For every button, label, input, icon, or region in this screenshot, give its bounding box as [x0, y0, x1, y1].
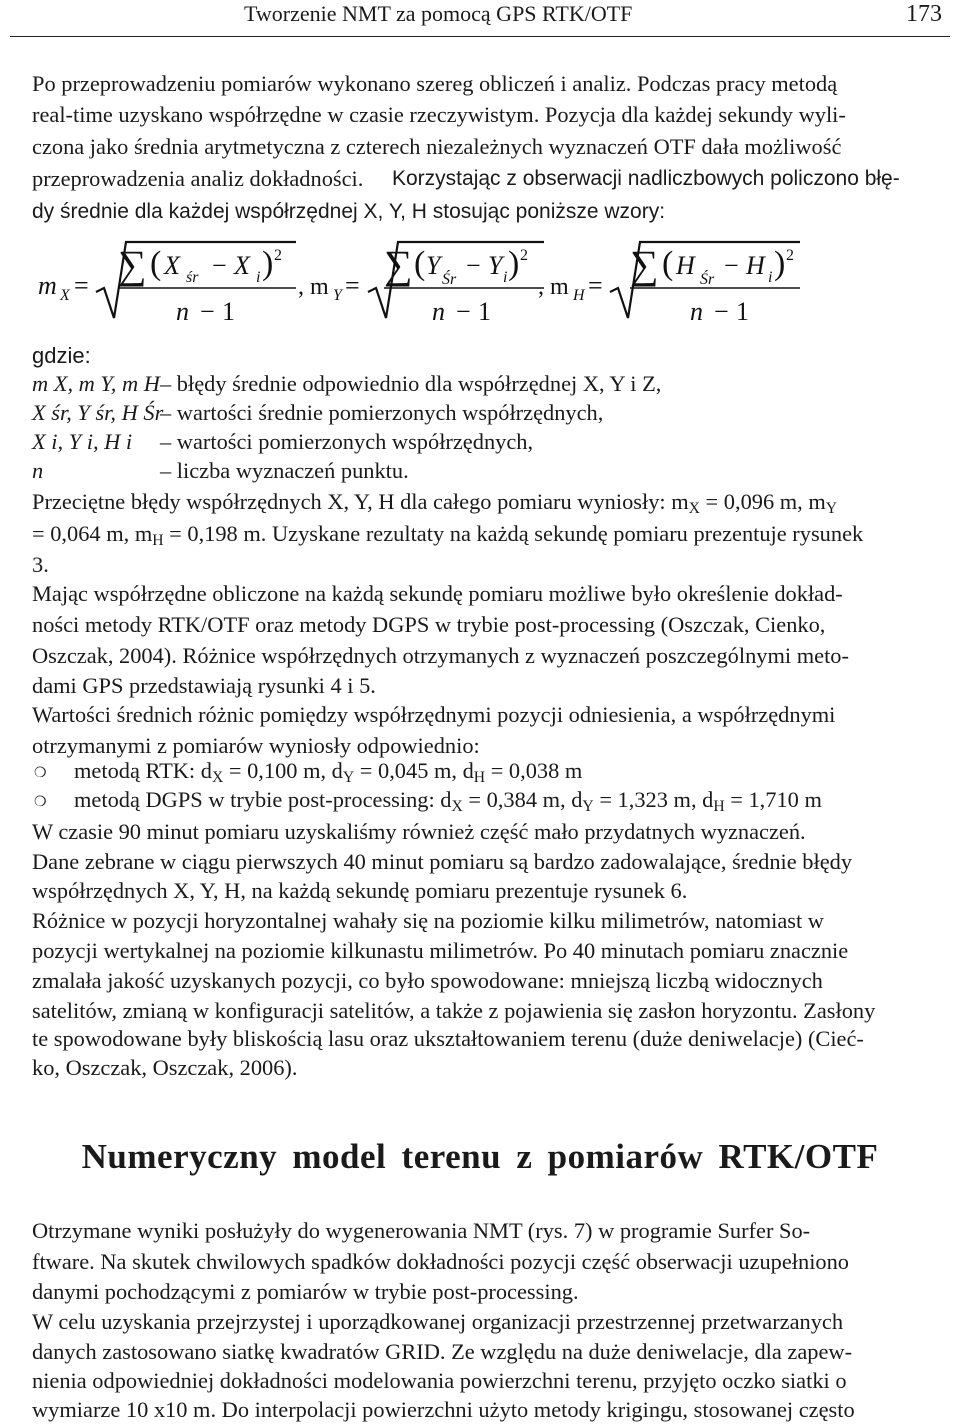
sq-1: 2 — [274, 247, 282, 264]
errors-line-1 — [32, 486, 837, 517]
intro-line-4b: Korzystając z obserwacji nadliczbowych policzono błę- — [392, 167, 900, 190]
intro-line-1: Po przeprowadzeniu pomiarów wykonano szereg obliczeń i analiz. Podczas pracy metodą — [32, 71, 838, 96]
definition-symbol: X i, Y i, H i — [32, 429, 133, 454]
y-i-sub: i — [503, 269, 508, 286]
denom-n-1: n — [176, 297, 189, 326]
section-heading: Numeryczny model terenu z pomiarów RTK/OTF — [81, 1137, 879, 1176]
errors-line-3: 3. — [32, 552, 49, 577]
surfer-line-2: ftware. Na skutek chwilowych spadków dokładności pozycji część obserwacji uzupełniono — [32, 1249, 850, 1274]
intro-line-5: dy średnie dla każdej współrzędnej X, Y, H stosując poniższe wzory: — [32, 200, 666, 223]
intro-line-4a: przeprowadzenia analiz dokładności. — [32, 166, 364, 191]
paren-open-2: ( — [414, 245, 426, 282]
sigma-1: ∑ — [118, 242, 147, 287]
running-title: Tworzenie NMT za pomocą GPS RTK/OTF — [244, 1, 633, 26]
denom-n-2: n — [432, 297, 445, 326]
methods-line-3: Oszczak, 2004). Różnice współrzędnych otrzymanych z wyznaczeń poszczególnymi meto- — [32, 643, 849, 668]
h-sr-sub: Śr — [700, 271, 715, 288]
subscript: H — [473, 769, 486, 786]
grid-line-2: danych zastosowano siatkę kwadratów GRID. Ze względu na duże deniwelacje, dla zapew- — [32, 1339, 853, 1364]
bullet-text — [74, 787, 822, 813]
y-sr-sub: Śr — [442, 271, 457, 288]
horizontal-line-3: zmalała jakość uzyskanych pozycji, co było spowodowane: mniejszą liczbą widocznych — [32, 968, 823, 993]
bullet-part: = 0,045 m, d — [354, 758, 474, 783]
paren-close-1: ) — [262, 245, 274, 282]
formula-eq-2: = — [345, 271, 360, 300]
definition-text: – wartości pomierzonych współrzędnych, — [160, 429, 534, 454]
where-label: gdzie: — [32, 343, 91, 368]
definition-text: – liczba wyznaczeń punktu. — [160, 458, 409, 483]
differences-line-2: otrzymanymi z pomiarów wyniosły odpowiednio: — [32, 733, 480, 758]
formula-mx-sub: X — [60, 287, 70, 304]
minus-3: − — [724, 251, 739, 280]
formula-my-sub: Y — [333, 287, 342, 304]
x-sr: X — [164, 251, 180, 280]
minus-2: − — [466, 251, 481, 280]
circle-bullet-icon: ❍ — [34, 766, 47, 781]
subscript: H — [152, 532, 164, 549]
methods-line-2: ności metody RTK/OTF oraz metody DGPS w trybie post-processing (Oszczak, Cienko, — [32, 612, 826, 637]
denom-one-1: 1 — [222, 297, 235, 326]
intro-line-3: czona jako średnia arytmetyczna z czterech niezależnych wyznaczeń OTF dała możliwość — [32, 134, 842, 159]
denom-n-3: n — [690, 297, 703, 326]
denom-minus-2: − — [456, 297, 471, 326]
denom-minus-1: − — [200, 297, 215, 326]
definition-symbol: X śr, Y śr, H Śr — [32, 400, 164, 425]
denom-one-2: 1 — [478, 297, 491, 326]
definition-text: – błędy średnie odpowiednio dla współrzędnej X, Y i Z, — [160, 371, 662, 396]
ninety-line-3: współrzędnych X, Y, H, na każdą sekundę pomiaru prezentuje rysunek 6. — [32, 878, 688, 903]
errors-text: = 0,198 m. Uzyskane rezultaty na każdą sekundę pomiaru prezentuje rysunek — [163, 521, 864, 546]
sigma-2: ∑ — [384, 242, 413, 287]
intro-line-2: real-time uzyskano współrzędne w czasie rzeczywistym. Pozycja dla każdej sekundy wyli- — [32, 102, 846, 127]
errors-text: Przeciętne błędy współrzędnych X, Y, H dla całego pomiaru wyniosły: m — [32, 489, 689, 514]
bullet-part: = 0,384 m, d — [462, 787, 583, 812]
bullet-part: metodą DGPS w trybie post-processing: d — [74, 787, 452, 812]
definition-text: – wartości średnie pomierzonych współrzędnych, — [160, 400, 604, 425]
horizontal-line-5: te spowodowane były bliskością lasu oraz ukształtowaniem terenu (duże deniwelacje) (Cieć- — [32, 1026, 864, 1051]
y-sr: Y — [426, 251, 441, 280]
h-i-sub: i — [768, 269, 773, 286]
circle-bullet-icon: ❍ — [34, 795, 47, 810]
surfer-line-1: Otrzymane wyniki posłużyły do wygenerowania NMT (rys. 7) w programie Surfer So- — [32, 1218, 811, 1243]
sigma-3: ∑ — [630, 242, 659, 287]
horizontal-line-4: satelitów, zmianą w konfiguracji satelitów, a także z pojawienia się zasłon horyzontu. Zasłony — [32, 998, 876, 1023]
paren-close-2: ) — [508, 245, 520, 282]
subscript: Y — [825, 500, 838, 517]
errors-text: = 0,064 m, m — [32, 521, 153, 546]
methods-line-1: Mając współrzędne obliczone na każdą sekundę pomiaru możliwe było określenie dokład- — [32, 581, 843, 606]
paren-open-1: ( — [150, 245, 162, 282]
bullet-part: = 0,038 m — [485, 758, 583, 783]
paren-open-3: ( — [662, 245, 674, 282]
horizontal-line-6: ko, Oszczak, Oszczak, 2006). — [32, 1055, 298, 1080]
errors-text: = 0,096 m, m — [699, 489, 826, 514]
errors-line-2 — [32, 518, 863, 549]
sq-3: 2 — [786, 247, 794, 264]
x-i-sub: i — [256, 269, 261, 286]
formula-eq-3: = — [588, 271, 603, 300]
bullet-part: metodą RTK: d — [74, 758, 212, 783]
horizontal-line-2: pozycji wertykalnej na poziomie kilkunastu milimetrów. Po 40 minutach pomiaru znacznie — [32, 938, 849, 963]
surfer-line-3: danymi pochodzącymi z pomiarów w trybie post-processing. — [32, 1279, 579, 1304]
differences-line-1: Wartości średnich różnic pomiędzy współrzędnymi pozycji odniesienia, a współrzędnymi — [32, 702, 836, 727]
denom-one-3: 1 — [736, 297, 749, 326]
y-i: Y — [488, 251, 503, 280]
running-header — [10, 0, 950, 37]
bullet-part: = 0,100 m, d — [223, 758, 343, 783]
bullet-part: = 1,323 m, d — [593, 787, 714, 812]
sq-2: 2 — [520, 247, 528, 264]
subscript: Y — [342, 769, 355, 786]
ninety-line-2: Dane zebrane w ciągu pierwszych 40 minut pomiaru są bardzo zadowalające, średnie błędy — [32, 849, 853, 874]
formula-sep-2: , m — [538, 274, 569, 300]
subscript: X — [688, 500, 700, 517]
ninety-line-1: W czasie 90 minut pomiaru uzyskaliśmy również część mało przydatnych wyznaczeń. — [32, 819, 806, 844]
paren-close-3: ) — [774, 245, 786, 282]
denom-minus-3: − — [714, 297, 729, 326]
bullet-part: = 1,710 m — [724, 787, 822, 812]
h-sr: H — [676, 251, 695, 280]
subscript: X — [451, 798, 463, 815]
page-number: 173 — [906, 1, 942, 27]
formula-sep-1: , m — [298, 274, 329, 300]
bullet-text — [74, 758, 582, 784]
grid-line-4: wymiarze 10 x10 m. Do interpolacji powierzchni użyto metody krigingu, stosowanej często — [32, 1397, 855, 1422]
horizontal-line-1: Różnice w pozycji horyzontalnej wahały się na poziomie kilku milimetrów, natomiast w — [32, 908, 824, 933]
error-formula — [0, 230, 960, 340]
x-sr-sub: śr — [186, 269, 199, 286]
definition-symbol: m X, m Y, m H — [32, 371, 160, 396]
subscript: X — [211, 769, 224, 786]
x-i: X — [234, 251, 250, 280]
formula-mh-sub: H — [573, 287, 585, 304]
h-i: H — [746, 251, 765, 280]
formula-eq-1: = — [74, 271, 89, 300]
definition-symbol: n — [32, 458, 44, 483]
minus-1: − — [212, 251, 227, 280]
formula-mx: m — [38, 271, 57, 300]
grid-line-1: W celu uzyskania przejrzystej i uporządkowanej organizacji przestrzennej przetwarzanych — [32, 1309, 844, 1334]
subscript: Y — [582, 798, 594, 815]
subscript: H — [713, 798, 725, 815]
grid-line-3: nienia odpowiedniej dokładności modelowania powierzchni terenu, przyjęto oczko siatki o — [32, 1368, 847, 1393]
methods-line-4: dami GPS przedstawiają rysunki 4 i 5. — [32, 673, 376, 698]
